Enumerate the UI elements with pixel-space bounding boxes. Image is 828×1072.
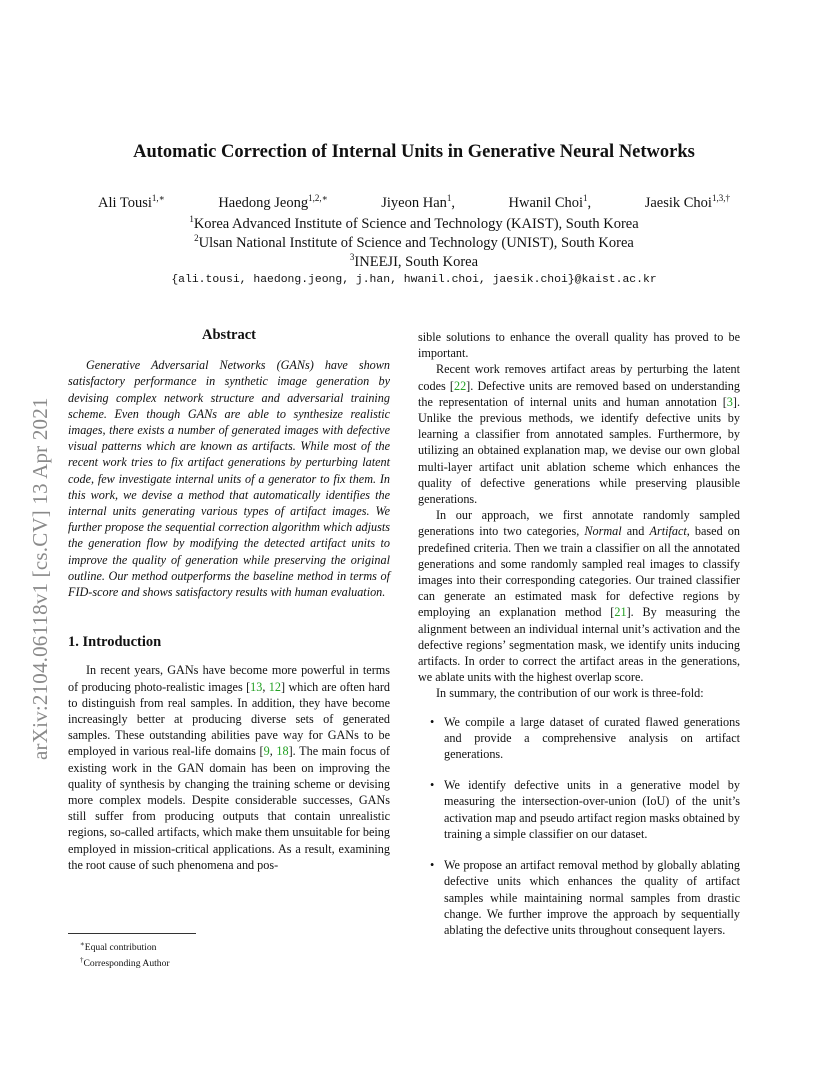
intro-p1-tail: sible solutions to enhance the overall quality has proved to be important.: [418, 330, 740, 361]
citation-link[interactable]: 21: [614, 605, 627, 620]
intro-paragraph-1-continued: [418, 329, 740, 361]
citation-link[interactable]: 22: [453, 378, 467, 393]
contribution-list: [418, 714, 740, 938]
intro-paragraph-1: In recent years, GANs have become more powerful in terms of producing photo-realistic images [13, 12] which are often hard to distinguish from real samples. In addition, they have become increasingly better at producing diverse sets of generated samples. These outstanding abilities pave way for GANs to be employed in various real-life domains [9, 18]. The main focus of existing work in the GAN domain has been on improving the quality of synthesis by changing the training scheme or devising more complex models. Despite considerable successes, GANs still suffer from producing outputs that contain unrealistic regions, so-called artifacts, which make them unsuitable for being employed in mission-critical applications. As a result, examining the root cause of such phenomena and pos-: [68, 663, 391, 872]
footnotes: [68, 933, 390, 970]
author-emails: {ali.tousi, haedong.jeong, j.han, hwanil.choi, jaesik.choi}@kaist.ac.kr: [171, 274, 657, 286]
abstract-text: Generative Adversarial Networks (GANs) have shown satisfactory performance in synthetic image generation by devising complex network structure and adversarial training scheme. Even though GANs are able to synthesize realistic images, there exists a number of generated images with defective visual patterns which are known as artifacts. While most of the recent work tries to fix artifact generations by perturbing latent code, few investigate internal units of a generator to fix them. In this work, we devise a method that automatically identifies the internal units generating various types of artifact images. We further propose the sequential correction algorithm which adjusts the generation flow by modifying the detected artifact units to improve the quality of generation while preserving the original outline. Our method outperforms the baseline method in terms of FID-score and shows satisfactory results with human evaluation.: [68, 358, 390, 600]
citation-link[interactable]: 13: [250, 679, 263, 694]
bullet-icon: •: [430, 778, 435, 793]
author-list: [60, 193, 768, 212]
citation-link[interactable]: 9: [263, 744, 270, 759]
citation-link[interactable]: 12: [268, 679, 281, 694]
list-item: • We compile a large dataset of curated flawed generations and provide a comprehensive analysis on artifact generations.: [430, 714, 740, 762]
citation-link[interactable]: 3: [726, 394, 733, 409]
affiliation: $^2$Ulsan National Institute of Science and Technology (UNIST), South Korea: [194, 233, 634, 251]
intro-paragraph-2: Recent work removes artifact areas by perturbing the latent codes [22]. Defective units are removed based on understanding the representation of internal units and human annotation [3]. Unlike the previous methods, we identify defective units by learning a classifier from annotated samples. Furthermore, by utilizing an obtained explanation map, we devise our own global multi-layer artifact unit ablation scheme which enhances the quality of defective generations while preserving plausible generations.: [418, 362, 740, 507]
author: Hwanil Choi$^1$,: [508, 193, 592, 211]
affiliation: $^3$INEEJI, South Korea: [349, 252, 479, 270]
affiliation: $^1$Korea Advanced Institute of Science and Technology (KAIST), South Korea: [189, 214, 639, 232]
abstract-heading: Abstract: [202, 327, 256, 343]
right-column: [418, 329, 740, 953]
intro-p1-left-end: ]. The main focus of existing work in the GAN domain has been on improving the quality of synthesis by changing the training scheme or devising more complex models. Despite considerable successes, GANs still suffer from producing outputs that contain unrealistic regions, so-called artifacts, which make them unsuitable for being employed in mission-critical applications. As a result, examining the root cause of such phenomena and pos-: [68, 744, 390, 872]
footnote: ∗Equal contribution: [80, 940, 157, 954]
bullet-icon: •: [430, 858, 435, 873]
bullet-icon: •: [430, 714, 435, 729]
arxiv-identifier: arXiv:2104.06118v1 [cs.CV] 13 Apr 2021: [28, 397, 52, 760]
intro-paragraph-4: In summary, the contribution of our work is three-fold:: [436, 686, 704, 701]
author: Haedong Jeong$^{1,2,∗}$: [218, 193, 328, 211]
list-item: • We identify defective units in a generative model by measuring the intersection-over-union (IoU) of the unit’s activation map and pseudo artifact region masks obtained by training a simple classifier on our dataset.: [430, 778, 740, 841]
author: Jiyeon Han$^1$,: [381, 193, 456, 211]
list-item: • We propose an artifact removal method by globally ablating defective units which enhances the quality of artifact samples while maintaining normal samples from drastic change. We further improve the approach by sequentially ablating the defective units throughout consequent layers.: [430, 858, 740, 937]
footnote-divider: [68, 933, 196, 934]
author: Ali Tousi$^{1,∗}$: [98, 193, 165, 211]
intro-paragraph-3: In our approach, we first annotate randomly sampled generations into two categories, Normal and Artifact, based on predefined criteria. Then we train a classifier on all the annotated generations and some randomly sampled real images to classify images into their corresponding categories. Our trained classifier can generate an estimated mask for defective regions by employing an explanation method [21]. By measuring the alignment between an individual internal unit’s activation and the defective regions’ segmentation mask, we identify units inducing artifacts. In order to correct the artifact areas in the generations, we ablate units with the highest overlap score.: [418, 508, 740, 685]
author: Jaesik Choi$^{1,3,\dagger}$: [644, 193, 730, 211]
introduction-heading: 1. Introduction: [68, 634, 162, 651]
paper-title: Automatic Correction of Internal Units in Generative Neural Networks: [133, 142, 695, 162]
footnote: †Corresponding Author: [80, 956, 170, 970]
citation-link[interactable]: 18: [276, 744, 289, 759]
left-column: [68, 322, 390, 873]
